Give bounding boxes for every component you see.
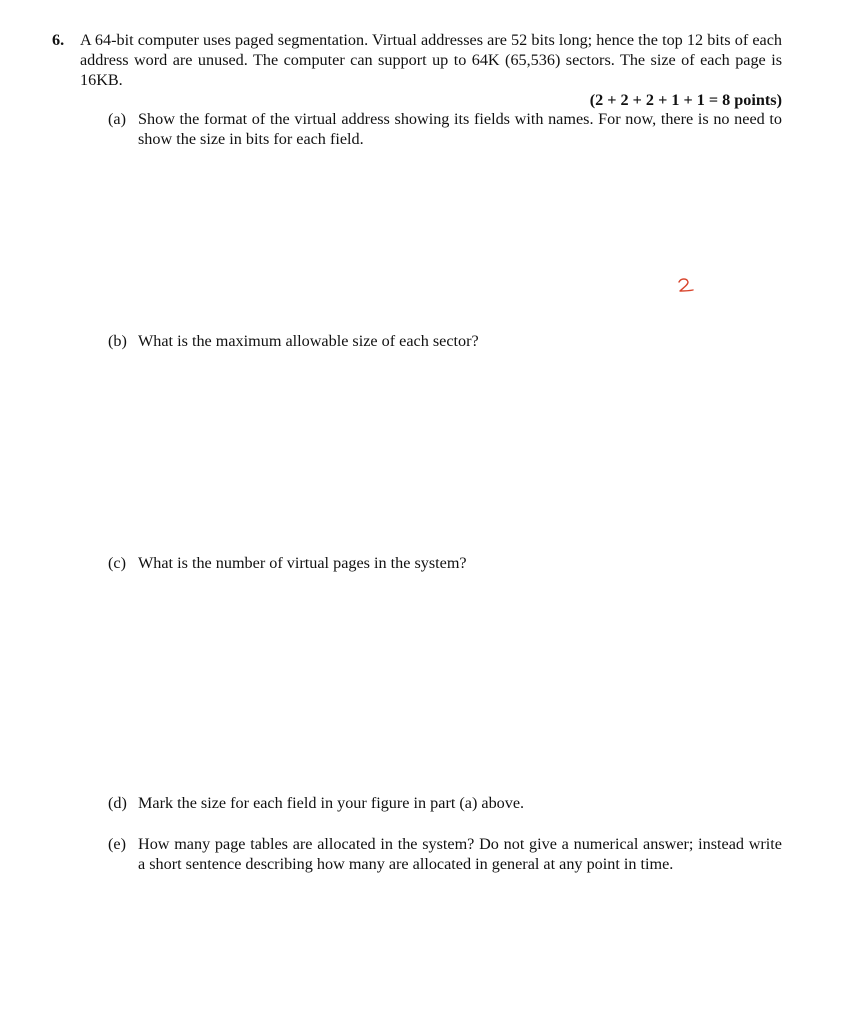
part-b	[108, 331, 782, 351]
part-a	[108, 109, 782, 149]
part-label: (b)	[108, 332, 127, 350]
question-text: A 64-bit computer uses paged segmentation. Virtual addresses are 52 bits long; hence the top 12 bits of each address word are unused. The computer can support up to 64K (65,536) sectors. The size of each page is 16KB.	[80, 31, 782, 89]
part-text: How many page tables are allocated in the system? Do not give a numerical answer; instead write a short sentence describing how many are allocated in general at any point in time.	[138, 835, 782, 873]
part-text: What is the maximum allowable size of each sector?	[138, 332, 479, 350]
part-e	[108, 834, 782, 874]
points-breakdown: (2 + 2 + 2 + 1 + 1 = 8 points)	[589, 91, 782, 109]
part-label: (c)	[108, 554, 126, 572]
part-text: What is the number of virtual pages in the system?	[138, 554, 467, 572]
part-c	[108, 553, 782, 573]
handwritten-score-mark	[675, 276, 697, 296]
part-label: (d)	[108, 794, 127, 812]
part-d	[108, 793, 782, 813]
part-label: (e)	[108, 835, 126, 853]
part-text: Mark the size for each field in your figure in part (a) above.	[138, 794, 525, 812]
part-text: Show the format of the virtual address showing its fields with names. For now, there is no need to show the size in bits for each field.	[138, 110, 782, 148]
part-label: (a)	[108, 110, 126, 128]
question-number: 6.	[52, 31, 65, 49]
